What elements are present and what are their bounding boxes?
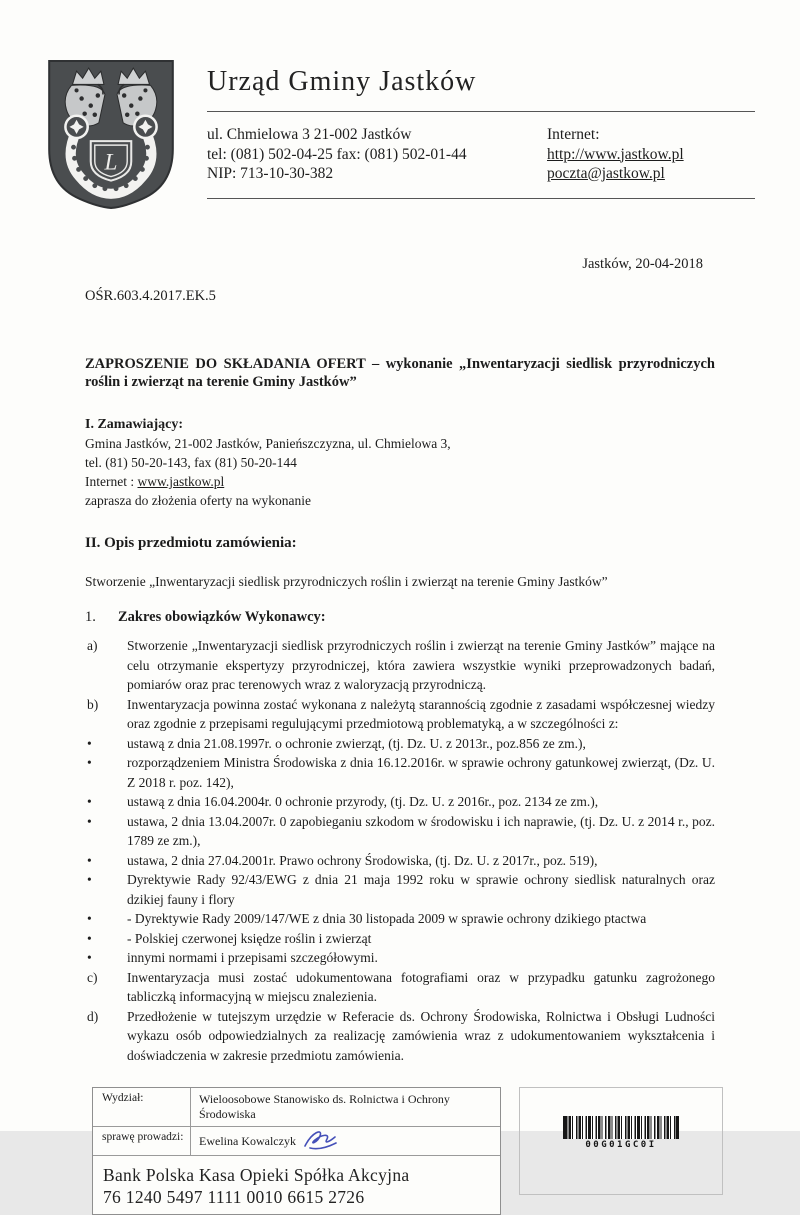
item-marker: •: [87, 755, 92, 770]
org-name: Urząd Gminy Jastków: [207, 66, 477, 97]
reference-number: OŚR.603.4.2017.EK.5: [85, 288, 216, 304]
date-line: Jastków, 20-04-2018: [582, 256, 703, 272]
table-row: [93, 1127, 500, 1156]
item-text: Inwentaryzacja powinna zostać wykonana z należytą starannością zgodnie z zasadami współczesnej wiedzy oraz zgodnie z przepisami regulującymi przedmiotową problematyką, a w szczególności z:: [127, 696, 715, 731]
buyer-phone-line: tel. (81) 50-20-143, fax (81) 50-20-144: [85, 455, 297, 470]
crest-letter: L: [104, 149, 118, 176]
item-text: Dyrektywie Rady 92/43/EWG z dnia 21 maja 1992 roku w sprawie ochrony siedlisk naturalnych oraz dzikiej fauny i flory: [127, 872, 715, 907]
phone-line: tel: (081) 502-04-25 fax: (081) 502-01-44: [207, 145, 467, 163]
list-item: [87, 792, 715, 812]
obligations-list: [87, 636, 715, 1065]
item-marker: •: [87, 735, 92, 751]
barcode-box: [519, 1087, 723, 1195]
item-text: - Polskiej czerwonej księdze roślin i zwierząt: [127, 930, 372, 946]
item-marker: b): [87, 696, 99, 712]
subheading-text: Zakres obowiązków Wykonawcy:: [118, 609, 326, 625]
nip-line: NIP: 713-10-30-382: [207, 165, 334, 182]
item-marker: •: [87, 872, 92, 887]
address-block: [207, 125, 537, 184]
item-text: ustawa, 2 dnia 27.04.2001r. Prawo ochrony Środowiska, (tj. Dz. U. z 2017r., poz. 519),: [127, 852, 598, 868]
item-text: rozporządzeniem Ministra Środowiska z dnia 16.12.2016r. w sprawie ochrony gatunkowej zwierząt, (Dz. U. Z 2018 r. poz. 142),: [127, 755, 715, 790]
crest-inner-shield: [91, 141, 132, 181]
list-item: [87, 636, 715, 695]
item-text: Przedłożenie w tutejszym urzędzie w Referacie ds. Ochrony Środowiska, Rolnictwa i Obsługi Ludności wykazu osób odpowiedzialnych za realizację zamówienia wraz z udokumentowaniem wykształcenia i doświadczenia w zakresie przedmiotu zamówienia.: [127, 1008, 715, 1063]
bank-name: Bank Polska Kasa Opieki Spółka Akcyjna: [103, 1165, 410, 1185]
list-item: [87, 968, 715, 1007]
list-item: [87, 734, 715, 754]
department-label: Wydział:: [93, 1088, 191, 1126]
list-item: [87, 929, 715, 949]
bank-account-number: 76 1240 5497 1111 0010 6615 2726: [103, 1187, 365, 1207]
internet-prefix: Internet :: [85, 474, 138, 489]
section1-heading: I. Zamawiający:: [85, 417, 183, 432]
item-text: innymi normami i przepisami szczegółowymi.: [127, 950, 378, 965]
item-marker: •: [87, 930, 92, 946]
letterhead: [45, 58, 755, 212]
item-marker: •: [87, 813, 92, 829]
item-text: ustawa, 2 dnia 13.04.2007r. 0 zapobieganiu szkodom w środowisku i ich naprawie, (tj. Dz. U. z 2014 r., poz. 1789 ze zm.),: [127, 813, 715, 848]
footer: [92, 1087, 800, 1215]
case-officer-name: Ewelina Kowalczyk: [199, 1133, 296, 1148]
item-text: Inwentaryzacja musi zostać udokumentowana fotografiami oraz w przypadku gatunku zagrożonego tabliczką informacyjną w miejscu znalezienia.: [127, 969, 715, 1004]
item-marker: d): [87, 1008, 99, 1024]
list-item: [87, 1007, 715, 1066]
item-text: ustawą z dnia 16.04.2004r. 0 ochronie przyrody, (tj. Dz. U. z 2016r., poz. 2134 ze zm.),: [127, 794, 599, 809]
buyer-internet-line: [85, 472, 715, 491]
scope-subheading: [85, 608, 715, 627]
list-item: [87, 695, 715, 734]
list-item: [87, 948, 715, 968]
list-item: [87, 909, 715, 929]
item-text: - Dyrektywie Rady 2009/147/WE z dnia 30 listopada 2009 w sprawie ochrony dzikiego ptactwa: [127, 911, 647, 926]
email-link[interactable]: poczta@jastkow.pl: [547, 165, 665, 182]
document-title: ZAPROSZENIE DO SKŁADANIA OFERT – wykonanie „Inwentaryzacji siedlisk przyrodniczych roślin i zwierząt na terenie Gminy Jastków”: [85, 356, 715, 390]
case-officer-label: sprawę prowadzi:: [93, 1127, 191, 1155]
department-table: [92, 1087, 501, 1215]
item-text: Stworzenie „Inwentaryzacji siedlisk przyrodniczych roślin i zwierząt na terenie Gminy Jastków” mające na celu otrzymanie ekspertyzy przyrodniczej, która zawiera wszystkie wyniki przeprowadzonych badań, pomiarów oraz prac terenowych wraz z waloryzacją przyrodniczą.: [127, 638, 715, 692]
buyer-website-link[interactable]: www.jastkow.pl: [137, 474, 225, 489]
table-row: [93, 1088, 500, 1127]
list-item: [87, 753, 715, 792]
list-item: [87, 851, 715, 871]
subheading-number: 1.: [85, 609, 96, 625]
item-marker: c): [87, 969, 98, 985]
section2-intro: Stworzenie „Inwentaryzacji siedlisk przyrodniczych roślin i zwierząt na terenie Gminy Jastków”: [85, 574, 608, 589]
item-text: ustawą z dnia 21.08.1997r. o ochronie zwierząt, (tj. Dz. U. z 2013r., poz.856 ze zm.),: [127, 735, 586, 751]
website-link[interactable]: http://www.jastkow.pl: [547, 145, 684, 163]
bank-details: [93, 1156, 500, 1214]
section2-heading: II. Opis przedmiotu zamówienia:: [85, 535, 297, 551]
header-divider-top: [207, 111, 755, 112]
signature-icon: [302, 1127, 344, 1151]
item-marker: •: [87, 950, 92, 965]
item-marker: a): [87, 638, 98, 653]
buyer-line: Gmina Jastków, 21-002 Jastków, Panieńszczyzna, ul. Chmielowa 3,: [85, 436, 451, 451]
header-divider-bottom: [207, 198, 755, 199]
list-item: [87, 870, 715, 909]
item-marker: •: [87, 852, 92, 868]
barcode-text: 00G01GC0I: [585, 1140, 657, 1150]
internet-label: Internet:: [547, 126, 600, 143]
invitation-line: zaprasza do złożenia oferty na wykonanie: [85, 493, 312, 508]
internet-block: [547, 125, 684, 184]
item-marker: •: [87, 794, 92, 809]
department-value: Wieloosobowe Stanowisko ds. Rolnictwa i Ochrony Środowiska: [199, 1092, 450, 1121]
coat-of-arms: [45, 58, 177, 212]
barcode-icon: [563, 1116, 679, 1139]
address-line: ul. Chmielowa 3 21-002 Jastków: [207, 126, 412, 143]
case-officer-value: [191, 1127, 500, 1155]
list-item: [87, 812, 715, 851]
item-marker: •: [87, 911, 92, 926]
